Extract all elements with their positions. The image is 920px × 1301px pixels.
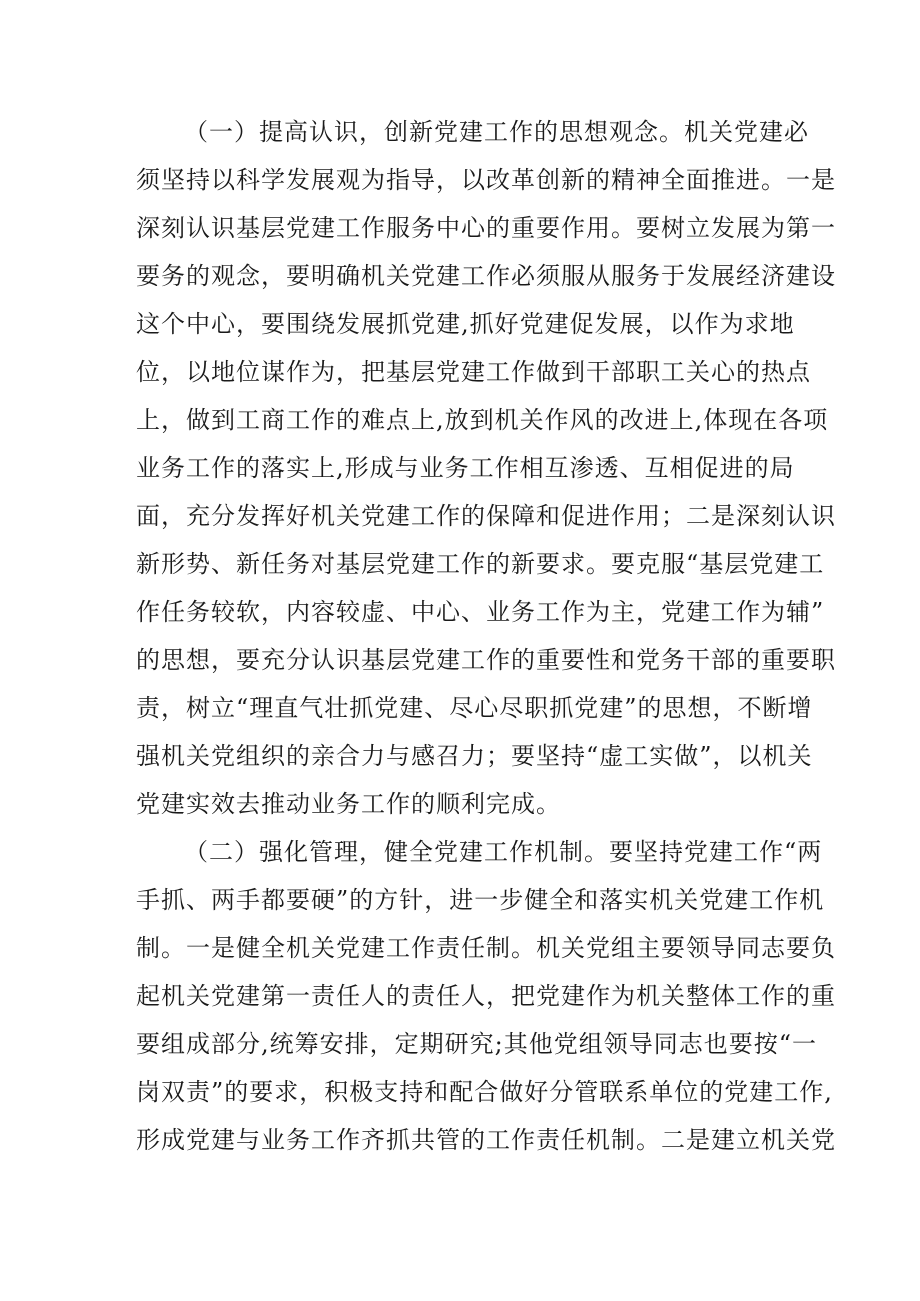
paragraph-1-line-3: 深刻认识基层党建工作服务中心的重要作用。要树立发展为第一 bbox=[136, 214, 836, 242]
paragraph-2-line-2: 手抓、两手都要硬”的方针，进一步健全和落实机关党建工作机 bbox=[136, 886, 825, 914]
paragraph-1-line-5: 这个中心，要围绕发展抓党建,抓好党建促发展，以作为求地 bbox=[136, 310, 795, 338]
paragraph-1-line-12: 的思想，要充分认识基层党建工作的重要性和党务干部的重要职 bbox=[136, 646, 836, 674]
paragraph-1-line-1: （一）提高认识，创新党建工作的思想观念。机关党建必 bbox=[184, 118, 809, 146]
paragraph-1-line-13: 责，树立“理直气壮抓党建、尽心尽职抓党建”的思想，不断增 bbox=[136, 694, 813, 722]
paragraph-1-line-6: 位，以地位谋作为，把基层党建工作做到干部职工关心的热点 bbox=[136, 358, 811, 386]
paragraph-1-line-2: 须坚持以科学发展观为指导，以改革创新的精神全面推进。一是 bbox=[136, 166, 836, 194]
paragraph-1-line-11: 作任务较软，内容较虚、中心、业务工作为主，党建工作为辅” bbox=[136, 598, 825, 626]
paragraph-1-line-4: 要务的观念，要明确机关党建工作必须服从服务于发展经济建设 bbox=[136, 262, 836, 290]
paragraph-2-line-1: （二）强化管理，健全党建工作机制。要坚持党建工作“两 bbox=[184, 838, 823, 866]
paragraph-1-line-9: 面，充分发挥好机关党建工作的保障和促进作用；二是深刻认识 bbox=[136, 502, 836, 530]
paragraph-2-line-3: 制。一是健全机关党建工作责任制。机关党组主要领导同志要负 bbox=[136, 934, 836, 962]
paragraph-1-line-8: 业务工作的落实上,形成与业务工作相互渗透、互相促进的局 bbox=[136, 454, 795, 482]
paragraph-2-line-7: 形成党建与业务工作齐抓共管的工作责任机制。二是建立机关党 bbox=[136, 1126, 836, 1154]
paragraph-1-line-14: 强机关党组织的亲合力与感召力；要坚持“虚工实做”，以机关 bbox=[136, 742, 813, 770]
paragraph-2-line-5: 要组成部分,统筹安排，定期研究;其他党组领导同志也要按“一 bbox=[136, 1030, 817, 1058]
paragraph-2-line-6: 岗双责”的要求，积极支持和配合做好分管联系单位的党建工作, bbox=[136, 1078, 833, 1106]
paragraph-2-line-4: 起机关党建第一责任人的责任人，把党建作为机关整体工作的重 bbox=[136, 982, 836, 1010]
paragraph-1-line-15: 党建实效去推动业务工作的顺利完成。 bbox=[136, 790, 561, 818]
paragraph-1-line-7: 上，做到工商工作的难点上,放到机关作风的改进上,体现在各项 bbox=[136, 406, 829, 434]
paragraph-1-line-10: 新形势、新任务对基层党建工作的新要求。要克服“基层党建工 bbox=[136, 550, 825, 578]
